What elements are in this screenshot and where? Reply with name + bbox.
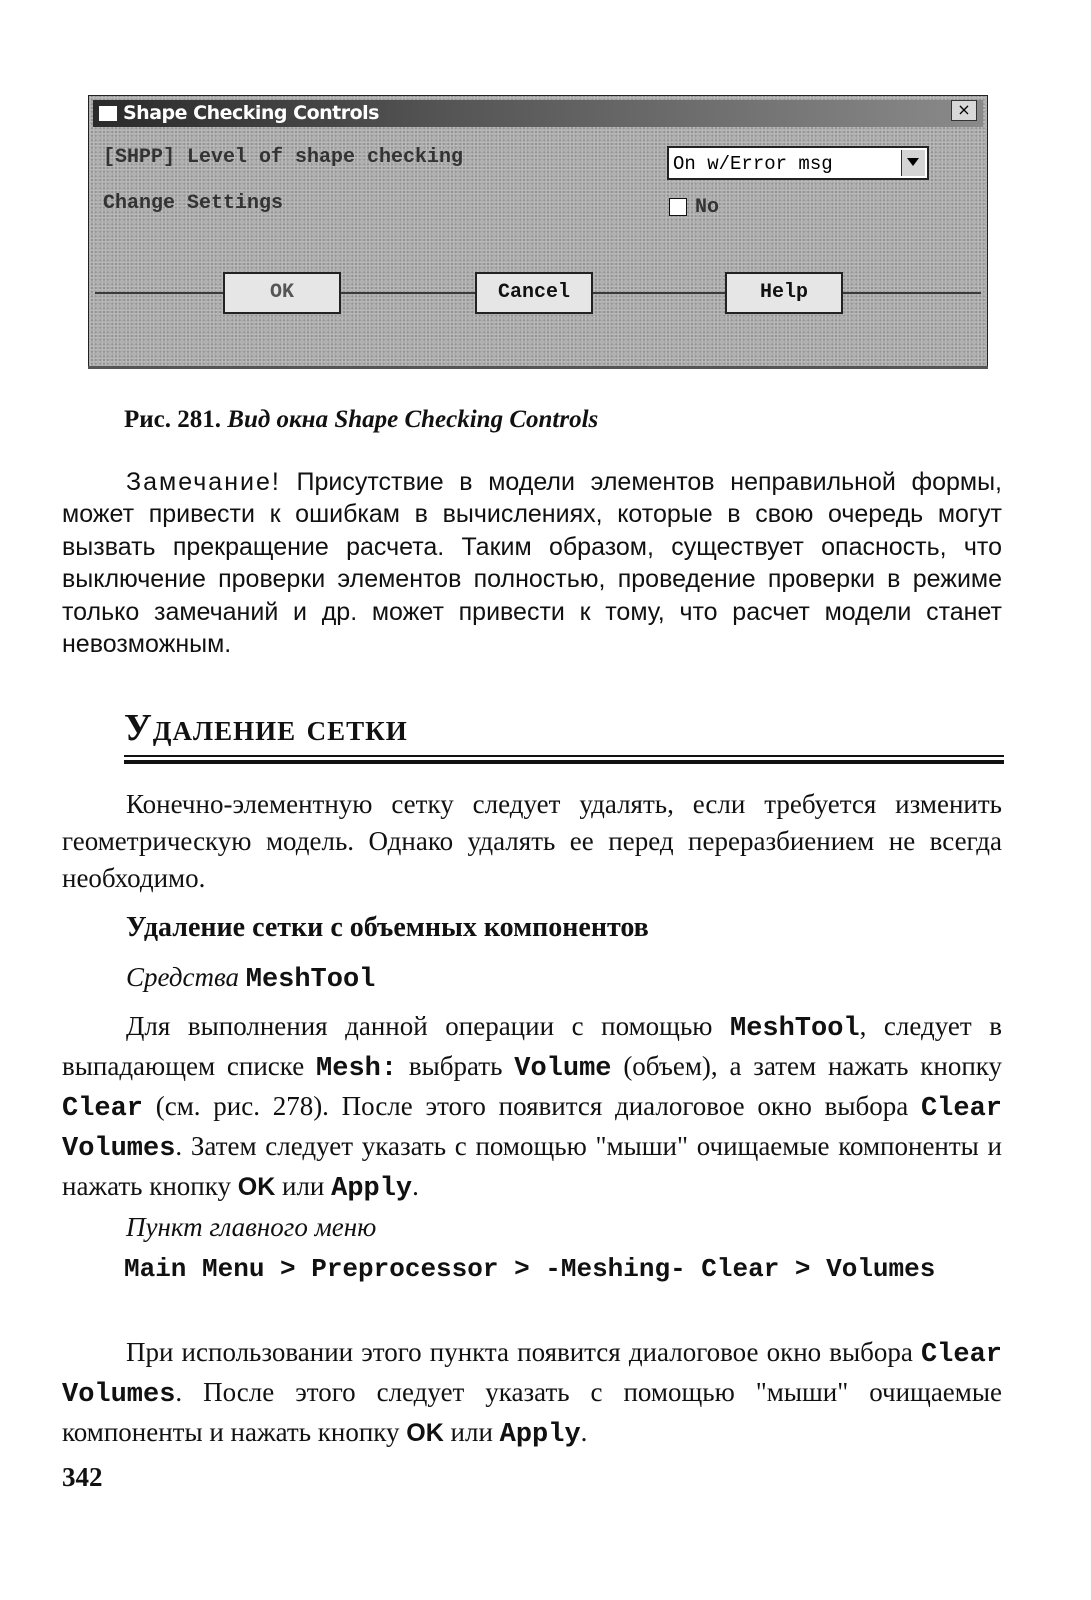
text-run: (объем), а затем нажать кнопку <box>611 1051 1003 1081</box>
shpp-label: [SHPP] Level of shape checking <box>103 146 464 169</box>
tool-label-name: MeshTool <box>245 965 376 995</box>
text-run: . <box>412 1171 419 1201</box>
help-button[interactable]: Help <box>725 272 843 314</box>
meshtool-paragraph <box>62 1008 1002 1208</box>
menu-label: Пункт главного меню <box>126 1212 377 1242</box>
text-run: . Затем следует указать с помощью "мыши" очищаемые компоненты и нажать кнопку <box>62 1131 1002 1201</box>
code-run: Clear Volumes <box>62 1094 1002 1164</box>
text-run: выбрать <box>397 1051 515 1081</box>
section-intro: Конечно-элементную сетку следует удалять, если требуется изменить геометрическую модель. Однако удалять ее перед переразбиением не всегда необходимо. <box>62 789 1002 893</box>
figure-caption <box>124 406 598 434</box>
code-run: Mesh: <box>316 1054 398 1084</box>
code-run: Clear <box>62 1094 144 1124</box>
section-title: Удаление сетки <box>124 707 408 749</box>
figure-bottom-edge <box>88 366 988 369</box>
dialog-title-bar[interactable] <box>93 100 983 127</box>
code-run: Clear Volumes <box>62 1340 1002 1410</box>
text-run: . <box>580 1417 588 1447</box>
dialog-title: Shape Checking Controls <box>123 102 379 124</box>
text-run: или <box>443 1417 500 1447</box>
shape-level-select[interactable] <box>667 146 929 180</box>
note-text: Присутствие в модели элементов неправильной формы, может привести к ошибкам в вычислениях, которые в свою очередь могут вызвать прекращение расчета. Таким образом, существует опасность, что выключение проверки элементов полностью, проведение проверки в режиме только замечаний и др. может привести к тому, что расчет модели станет невозможным. <box>62 468 1002 659</box>
shape-level-value: On w/Error msg <box>673 153 833 175</box>
caption-text: Вид окна Shape Checking Controls <box>227 406 599 433</box>
text-run: При использовании этого пункта появится диалоговое окно выбора <box>126 1337 921 1367</box>
section-rule <box>124 755 1004 757</box>
menu-paragraph <box>62 1334 1002 1454</box>
checkbox-label: No <box>695 196 720 219</box>
tool-label-prefix: Средства <box>126 962 246 992</box>
text-run: , следует в выпадающем списке <box>62 1011 1002 1081</box>
code-run: Volume <box>514 1054 612 1084</box>
ok-ref: OK <box>406 1419 444 1447</box>
close-icon[interactable]: × <box>951 100 977 121</box>
change-settings-label: Change Settings <box>103 192 284 215</box>
ok-button[interactable]: OK <box>223 272 341 314</box>
code-run: Apply <box>331 1174 413 1204</box>
text-run: Для выполнения данной операции с помощью <box>126 1011 730 1041</box>
caption-prefix: Рис. 281. <box>124 406 222 433</box>
window-icon <box>99 106 117 121</box>
menu-path: Main Menu > Preprocessor > -Meshing- Clear > Volumes <box>124 1254 936 1284</box>
tool-label <box>126 962 375 995</box>
chevron-down-icon[interactable] <box>901 150 925 176</box>
cancel-button[interactable]: Cancel <box>475 272 593 314</box>
text-run: . После этого следует указать с помощью "мыши" очищаемые компоненты и нажать кнопку <box>62 1377 1002 1447</box>
change-settings-checkbox[interactable] <box>669 198 687 216</box>
shape-checking-dialog <box>88 95 988 367</box>
note-lead: Замечание! <box>126 468 281 496</box>
page-number: 342 <box>62 1462 103 1492</box>
subsection-title: Удаление сетки с объемных компонентов <box>126 912 649 943</box>
text-run: или <box>275 1171 332 1201</box>
section-rule-thick <box>124 760 1004 764</box>
note-paragraph <box>62 466 1002 660</box>
text-run: (см. рис. 278). После этого появится диалоговое окно выбора <box>143 1091 921 1121</box>
code-run: MeshTool <box>730 1014 860 1044</box>
ok-ref: OK <box>237 1173 276 1201</box>
code-run: Apply <box>499 1420 581 1450</box>
